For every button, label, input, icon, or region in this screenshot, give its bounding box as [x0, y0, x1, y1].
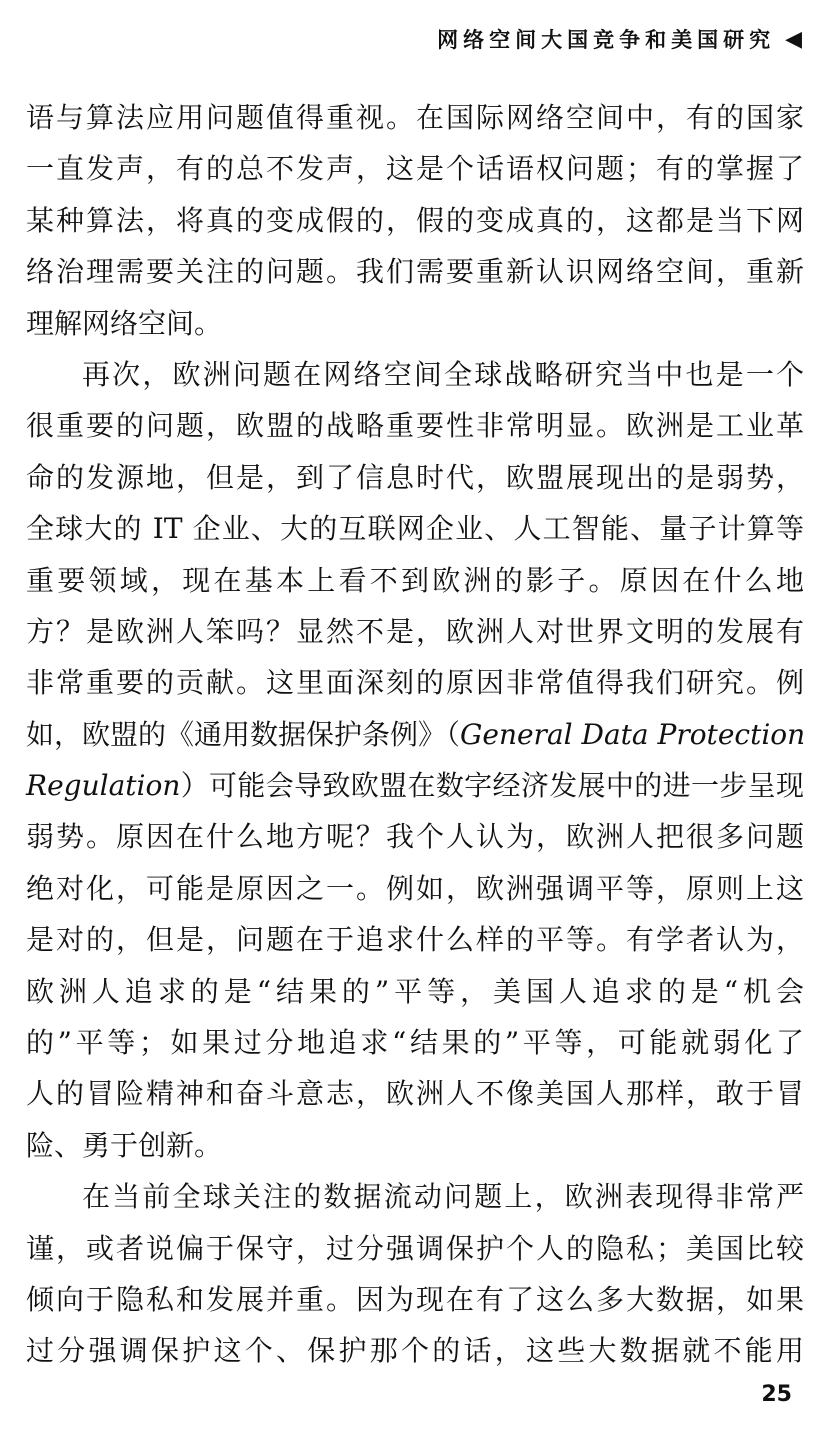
text-line: 绝对化，可能是原因之一。例如，欧洲强调平等，原则上这 — [26, 871, 804, 905]
text-line: 一直发声，有的总不发声，这是个话语权问题；有的掌握了 — [26, 152, 804, 186]
text-line: 全球大的 IT 企业、大的互联网企业、人工智能、量子计算等 — [26, 512, 804, 546]
text-line: 的”平等；如果过分地追求“结果的”平等，可能就弱化了 — [26, 1026, 804, 1060]
running-header — [437, 24, 802, 54]
text-line: 方？是欧洲人笨吗？显然不是，欧洲人对世界文明的发展有 — [26, 614, 804, 648]
text-line: 过分强调保护这个、保护那个的话，这些大数据就不能用 — [26, 1334, 804, 1368]
italic-title-segment: Regulation — [26, 769, 181, 803]
text-line: 谨，或者说偏于保守，过分强调保护个人的隐私；美国比较 — [26, 1231, 804, 1265]
italic-title-segment: General Data Protection — [460, 717, 806, 751]
text-line — [26, 760, 804, 811]
text-line: 某种算法，将真的变成假的，假的变成真的，这都是当下网 — [26, 203, 804, 237]
text-line: 在当前全球关注的数据流动问题上，欧洲表现得非常严 — [82, 1180, 804, 1214]
running-header-title: 网络空间大国竞争和美国研究 — [437, 28, 776, 52]
text-segment: 如，欧盟的《通用数据保护条例》（ — [26, 717, 461, 751]
text-line: 重要领域，现在基本上看不到欧洲的影子。原因在什么地 — [26, 563, 804, 597]
triangle-left-icon: ◀ — [785, 26, 802, 52]
text-line — [26, 709, 804, 760]
text-line: 络治理需要关注的问题。我们需要重新认识网络空间，重新 — [26, 255, 804, 289]
text-line: 是对的，但是，问题在于追求什么样的平等。有学者认为， — [26, 923, 804, 957]
text-line: 命的发源地，但是，到了信息时代，欧盟展现出的是弱势， — [26, 460, 804, 494]
paragraph-2 — [26, 349, 804, 1171]
text-line: 语与算法应用问题值得重视。在国际网络空间中，有的国家 — [26, 101, 804, 134]
text-line: 再次，欧洲问题在网络空间全球战略研究当中也是一个 — [82, 357, 804, 391]
text-line: 很重要的问题，欧盟的战略重要性非常明显。欧洲是工业革 — [26, 409, 804, 443]
text-segment: ）可能会导致欧盟在数字经济发展中的进一步呈现 — [180, 769, 804, 803]
text-line: 理解网络空间。 — [26, 306, 223, 340]
page-number: 25 — [761, 1382, 792, 1407]
text-line: 险、勇于创新。 — [26, 1128, 223, 1162]
paragraph-3 — [26, 1171, 804, 1377]
text-line: 欧洲人追求的是“结果的”平等，美国人追求的是“机会 — [26, 974, 804, 1008]
text-line: 弱势。原因在什么地方呢？我个人认为，欧洲人把很多问题 — [26, 820, 804, 854]
text-line: 非常重要的贡献。这里面深刻的原因非常值得我们研究。例 — [26, 666, 804, 700]
body-text — [26, 92, 804, 1377]
text-line: 倾向于隐私和发展并重。因为现在有了这么多大数据，如果 — [26, 1282, 804, 1316]
text-line: 人的冒险精神和奋斗意志，欧洲人不像美国人那样，敢于冒 — [26, 1077, 804, 1111]
paragraph-1 — [26, 92, 804, 349]
